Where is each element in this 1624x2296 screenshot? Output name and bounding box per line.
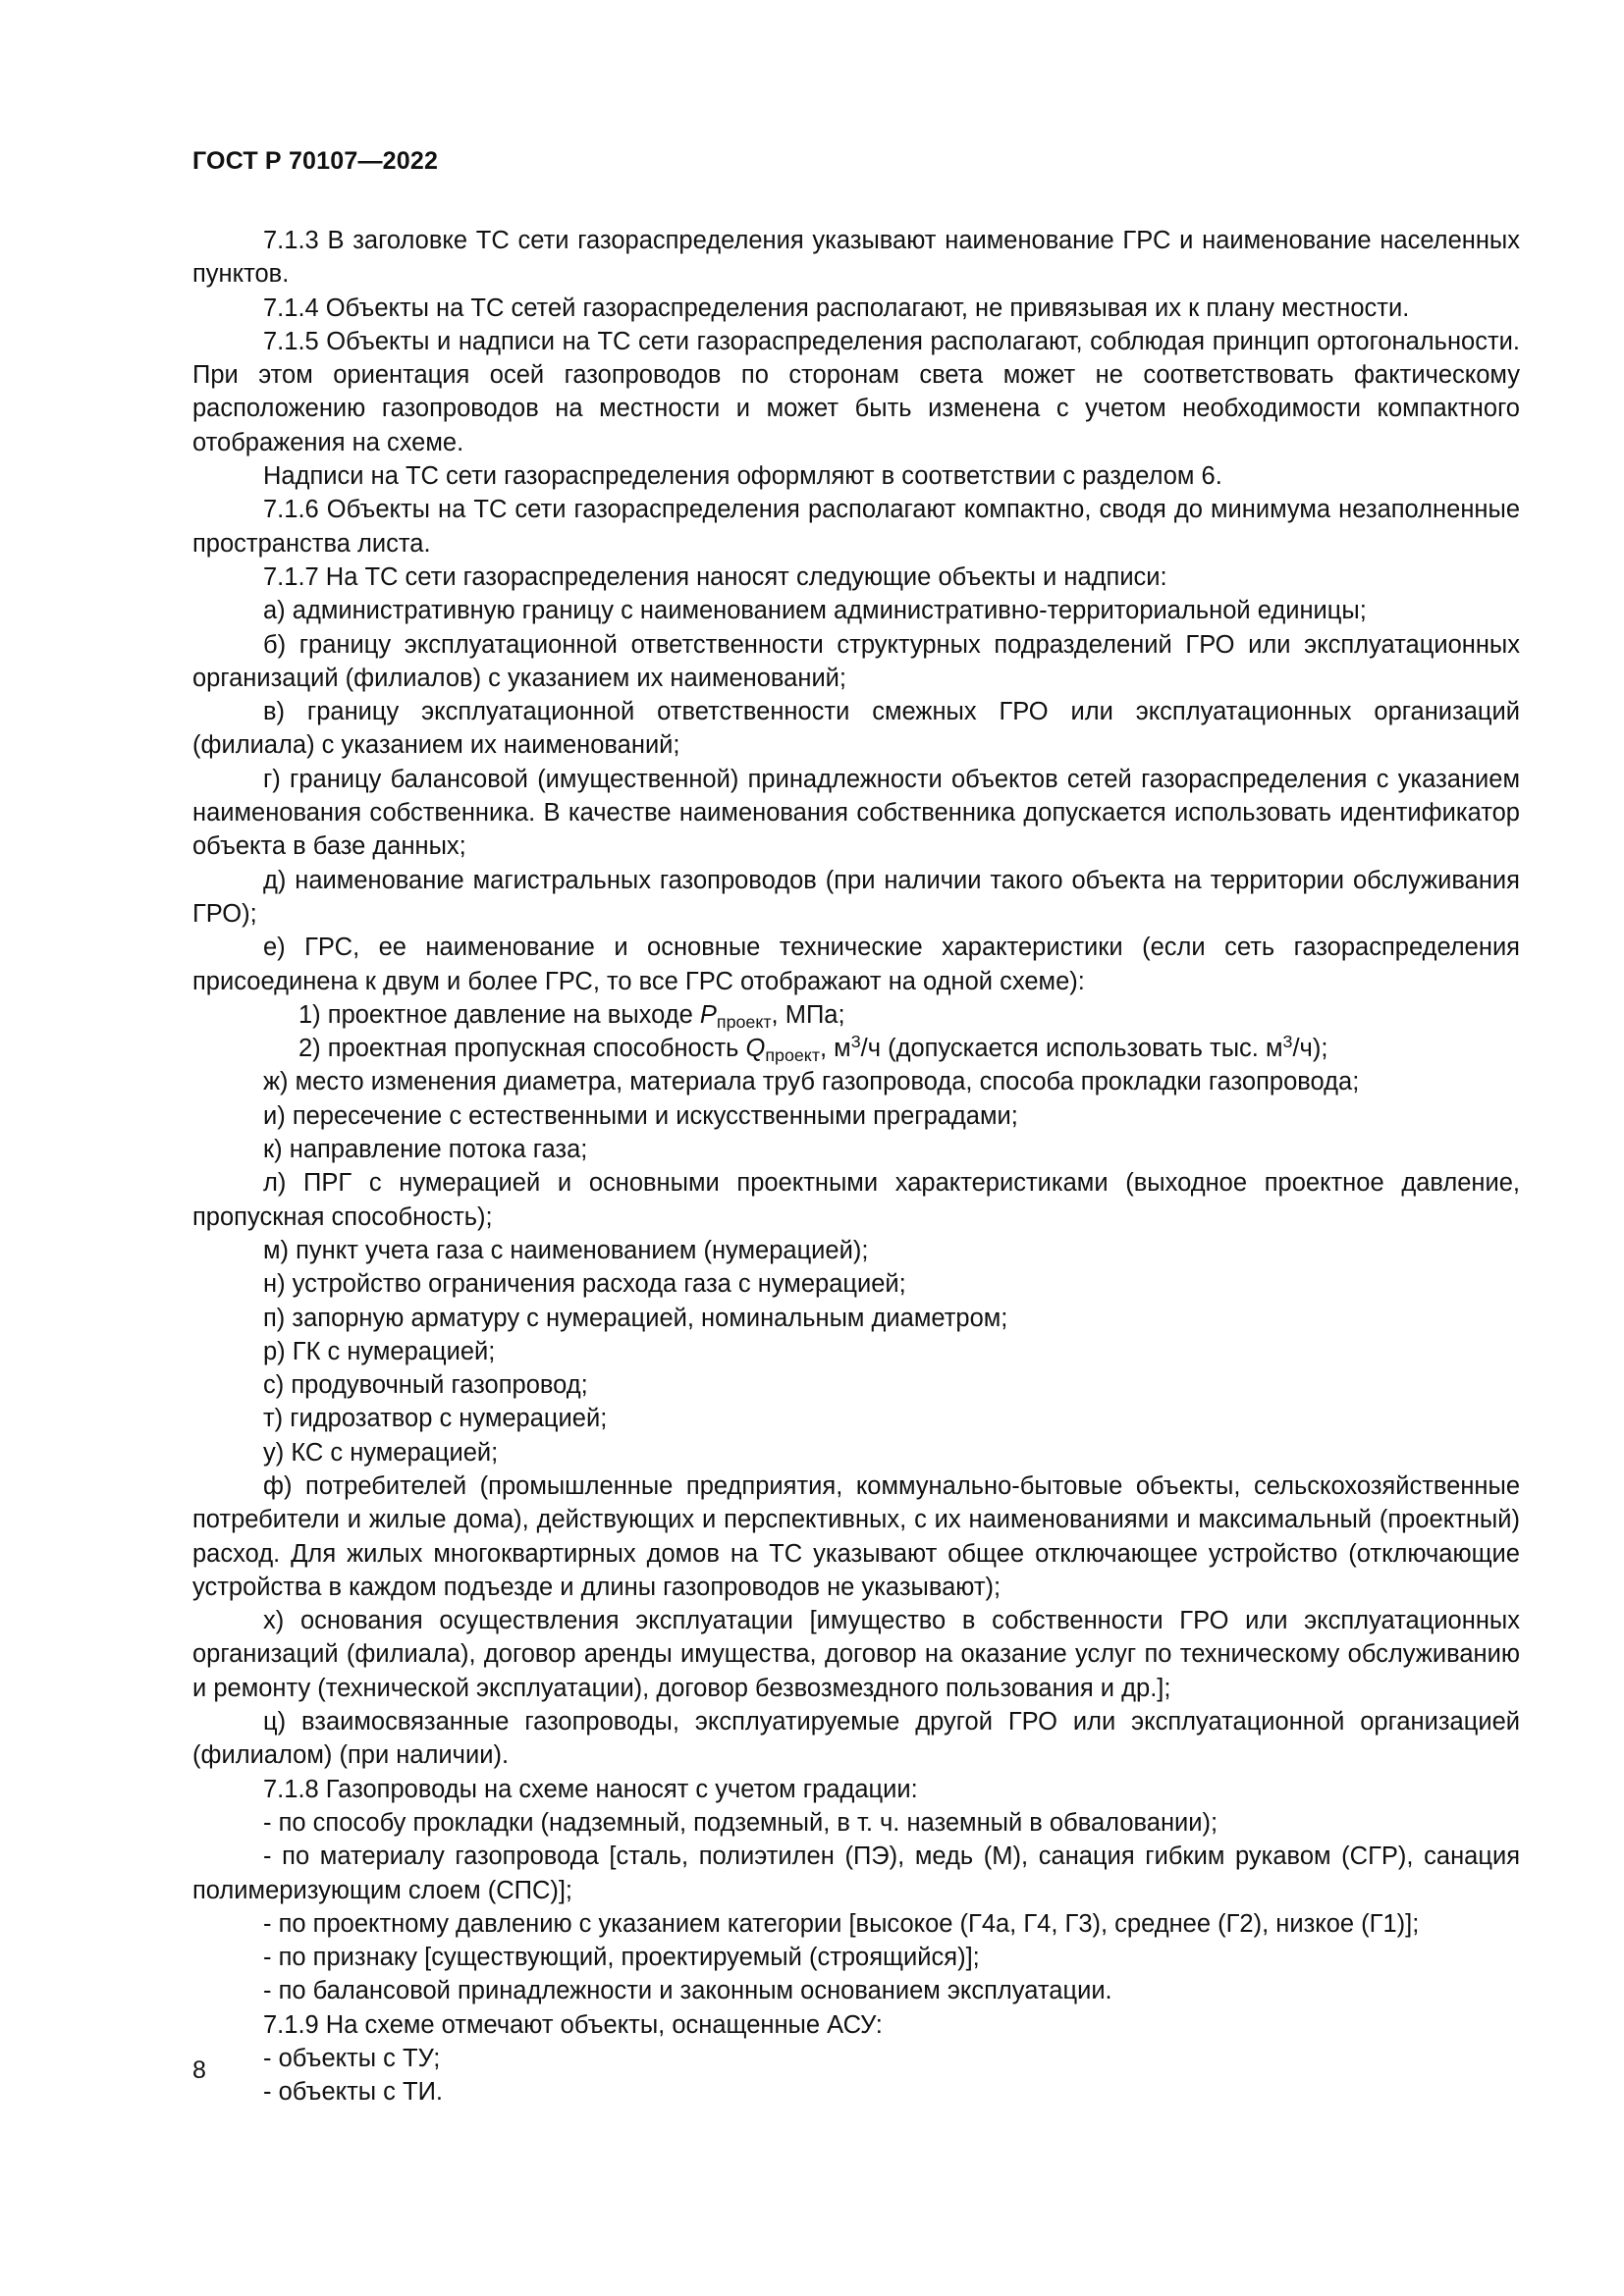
asu-item-1: - объекты с ТУ; — [263, 2045, 441, 2073]
list-item-m: м) пункт учета газа с наименованием (нумерацией); — [263, 1236, 869, 1264]
page-number: 8 — [192, 2056, 206, 2084]
list-item-g: г) границу балансовой (имущественной) принадлежности объектов сетей газораспределения с указанием наименования собственника. В качестве наименования собственника допускается использовать идентификатор объекта в базе данных; — [192, 765, 1520, 861]
list-item-b: б) границу эксплуатационной ответственности структурных подразделений ГРО или эксплуатационных организаций (филиалов) с указанием их наименований; — [192, 630, 1520, 692]
list-item-zh: ж) место изменения диаметра, материала труб газопровода, способа прокладки газопровода; — [263, 1068, 1360, 1096]
document-body — [192, 224, 1520, 2109]
list-item-f: ф) потребителей (промышленные предприятия, коммунально-бытовые объекты, сельскохозяйственные потребители и жилые дома), действующих и перспективных, с их наименованиями и максимальный (проектный) расход. Для жилых многоквартирных домов на ТС указывают общее отключающее устройство (отключающие устройства в каждом подъезде и длины газопроводов не указывают); — [192, 1471, 1520, 1601]
gradation-item-4: - по признаку [существующий, проектируемый (строящийся)]; — [263, 1944, 980, 1972]
paragraph-7-1-5-note: Надписи на ТС сети газораспределения оформляют в соответствии с разделом 6. — [263, 462, 1222, 491]
gradation-item-1: - по способу прокладки (надземный, подземный, в т. ч. наземный в обваловании); — [263, 1808, 1218, 1837]
asu-item-2: - объекты с ТИ. — [263, 2078, 443, 2107]
list-item-r: р) ГК с нумерацией; — [263, 1337, 496, 1365]
paragraph-7-1-5: 7.1.5 Объекты и надписи на ТС сети газораспределения располагают, соблюдая принцип ортогональности. При этом ориентация осей газопроводов по сторонам света может не соответствовать фактическому расположению газопроводов на местности и может быть изменена с учетом необходимости компактного отображения на схеме. — [192, 327, 1520, 456]
list-item-k: к) направление потока газа; — [263, 1136, 588, 1164]
paragraph-7-1-8: 7.1.8 Газопроводы на схеме наносят с учетом градации: — [263, 1775, 918, 1803]
list-item-t: т) гидрозатвор с нумерацией; — [263, 1405, 608, 1433]
document-header: ГОСТ Р 70107—2022 — [192, 147, 439, 175]
list-item-s: с) продувочный газопровод; — [263, 1371, 588, 1400]
list-item-u: у) КС с нумерацией; — [263, 1438, 499, 1467]
list-item-v: в) границу эксплуатационной ответственности смежных ГРО или эксплуатационных организаций (филиала) с указанием их наименований; — [192, 698, 1520, 760]
list-item-ts: ц) взаимосвязанные газопроводы, эксплуатируемые другой ГРО или эксплуатационной организацией (филиалом) (при наличии). — [192, 1708, 1520, 1770]
list-item-a: а) административную границу с наименованием административно-территориальной единицы; — [263, 597, 1367, 625]
paragraph-7-1-7: 7.1.7 На ТС сети газораспределения наносят следующие объекты и надписи: — [263, 562, 1167, 591]
list-item-h: х) основания осуществления эксплуатации [имущество в собственности ГРО или эксплуатационных организаций (филиала), договор аренды имущества, договор на оказание услуг по техническому обслуживанию и ремонту (технической эксплуатации), договор безвозмездного пользования и др.]; — [192, 1607, 1520, 1702]
sub-item-e1: 1) проектное давление на выходе $P_{проект}$, МПа; — [298, 1000, 845, 1032]
gradation-item-5: - по балансовой принадлежности и законным основанием эксплуатации. — [263, 1977, 1112, 2005]
paragraph-7-1-9: 7.1.9 На схеме отмечают объекты, оснащенные АСУ: — [263, 2010, 883, 2039]
list-item-l: л) ПРГ с нумерацией и основными проектными характеристиками (выходное проектное давление, пропускная способность); — [192, 1169, 1520, 1231]
list-item-i: и) пересечение с естественными и искусственными преградами; — [263, 1101, 1018, 1130]
list-item-e: е) ГРС, ее наименование и основные технические характеристики (если сеть газораспределения присоединена к двум и более ГРС, то все ГРС отображают на одной схеме): — [192, 934, 1520, 995]
list-item-n: н) устройство ограничения расхода газа с нумерацией; — [263, 1270, 906, 1299]
list-item-p: п) запорную арматуру с нумерацией, номинальным диаметром; — [263, 1304, 1008, 1332]
list-item-d: д) наименование магистральных газопроводов (при наличии такого объекта на территории обслуживания ГРО); — [192, 866, 1520, 928]
paragraph-7-1-4: 7.1.4 Объекты на ТС сетей газораспределения располагают, не привязывая их к плану местности. — [263, 294, 1410, 322]
sub-item-e2: 2) проектная пропускная способность $Q_{проект}$, $м^3/ч$ (допускается использовать тыс. $м^3/ч$); — [298, 1032, 1328, 1066]
gradation-item-3: - по проектному давлению с указанием категории [высокое (Г4а, Г4, Г3), среднее (Г2), низкое (Г1)]; — [263, 1909, 1420, 1938]
paragraph-7-1-6: 7.1.6 Объекты на ТС сети газораспределения располагают компактно, сводя до минимума незаполненные пространства листа. — [192, 496, 1520, 558]
paragraph-7-1-3: 7.1.3 В заголовке ТС сети газораспределения указывают наименование ГРС и наименование населенных пунктов. — [192, 227, 1520, 289]
gradation-item-2: - по материалу газопровода [сталь, полиэтилен (ПЭ), медь (М), санация гибким рукавом (СГР), санация полимеризующим слоем (СПС)]; — [192, 1842, 1520, 1904]
